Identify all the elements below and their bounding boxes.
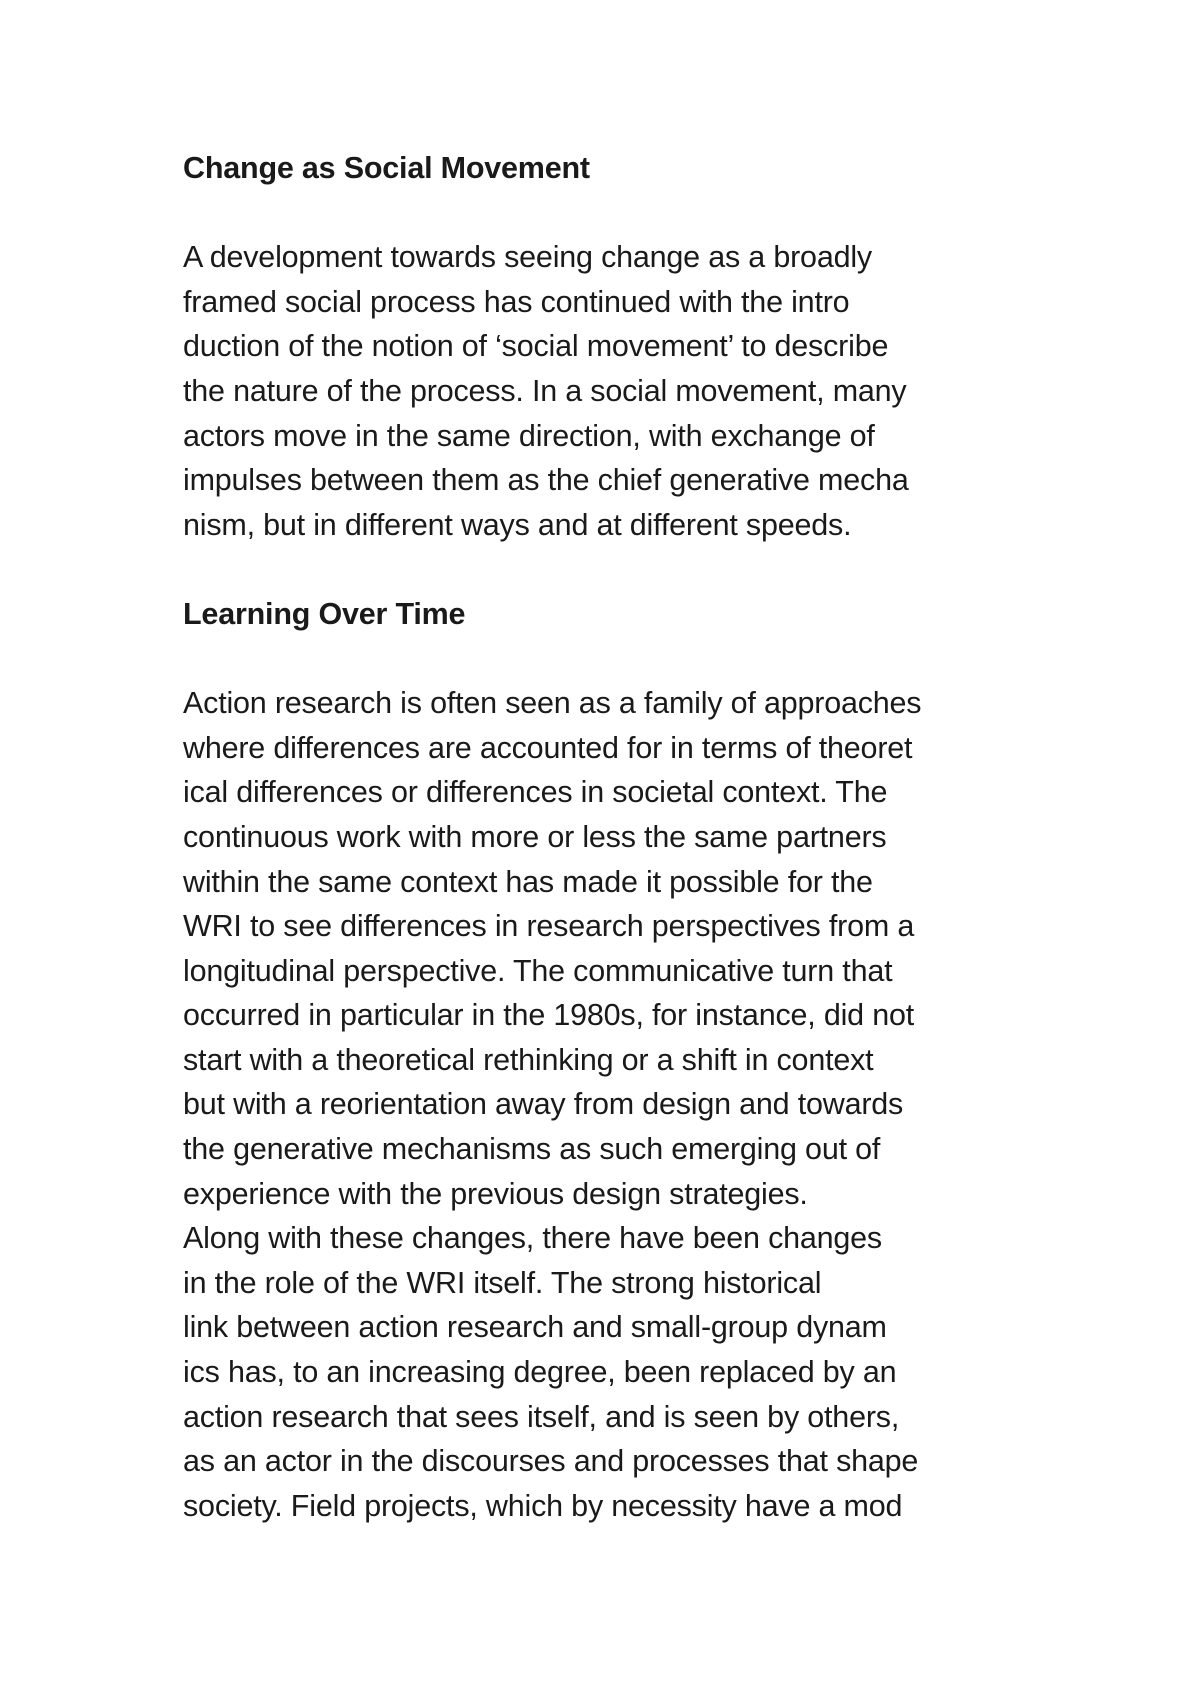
text-line: WRI to see differences in research perspectives from a — [183, 909, 915, 944]
text-line: action research that sees itself, and is seen by others, — [183, 1399, 900, 1434]
text-line: experience with the previous design strategies. — [183, 1176, 808, 1211]
text-line: Along with these changes, there have been changes — [183, 1221, 882, 1256]
text-line: ical differences or differences in societal context. The — [183, 775, 888, 810]
text-line: occurred in particular in the 1980s, for instance, did not — [183, 998, 914, 1033]
paragraph-social-movement — [183, 235, 1083, 547]
text-line: where differences are accounted for in terms of theoret — [183, 730, 913, 765]
spacer — [183, 547, 1083, 592]
page-content — [183, 146, 1083, 1528]
text-line: continuous work with more or less the same partners — [183, 819, 887, 854]
paragraph-learning-over-time — [183, 681, 1083, 1528]
text-line: Action research is often seen as a family of approaches — [183, 686, 922, 721]
text-line: society. Field projects, which by necessity have a mod — [183, 1488, 903, 1523]
text-line: longitudinal perspective. The communicative turn that — [183, 953, 893, 988]
text-line: the generative mechanisms as such emerging out of — [183, 1132, 881, 1167]
text-line: but with a reorientation away from design and towards — [183, 1087, 904, 1122]
text-line: within the same context has made it possible for the — [183, 864, 873, 899]
spacer — [183, 637, 1083, 682]
text-line: A development towards seeing change as a broadly — [183, 240, 872, 275]
section-heading-learning-over-time: Learning Over Time — [183, 596, 466, 631]
text-line: nism, but in different ways and at different speeds. — [183, 507, 852, 542]
text-line: the nature of the process. In a social movement, many — [183, 373, 907, 408]
text-line: as an actor in the discourses and processes that shape — [183, 1444, 919, 1479]
text-line: link between action research and small-group dynam — [183, 1310, 887, 1345]
text-line: in the role of the WRI itself. The strong historical — [183, 1265, 822, 1300]
spacer — [183, 191, 1083, 236]
text-line: start with a theoretical rethinking or a shift in context — [183, 1042, 874, 1077]
text-line: impulses between them as the chief generative mecha — [183, 463, 909, 498]
text-line: ics has, to an increasing degree, been replaced by an — [183, 1355, 897, 1390]
section-heading-change-as-social-movement: Change as Social Movement — [183, 151, 590, 185]
text-line: framed social process has continued with the intro — [183, 284, 850, 319]
text-line: duction of the notion of ‘social movement’ to describe — [183, 329, 889, 364]
text-line: actors move in the same direction, with exchange of — [183, 418, 875, 453]
